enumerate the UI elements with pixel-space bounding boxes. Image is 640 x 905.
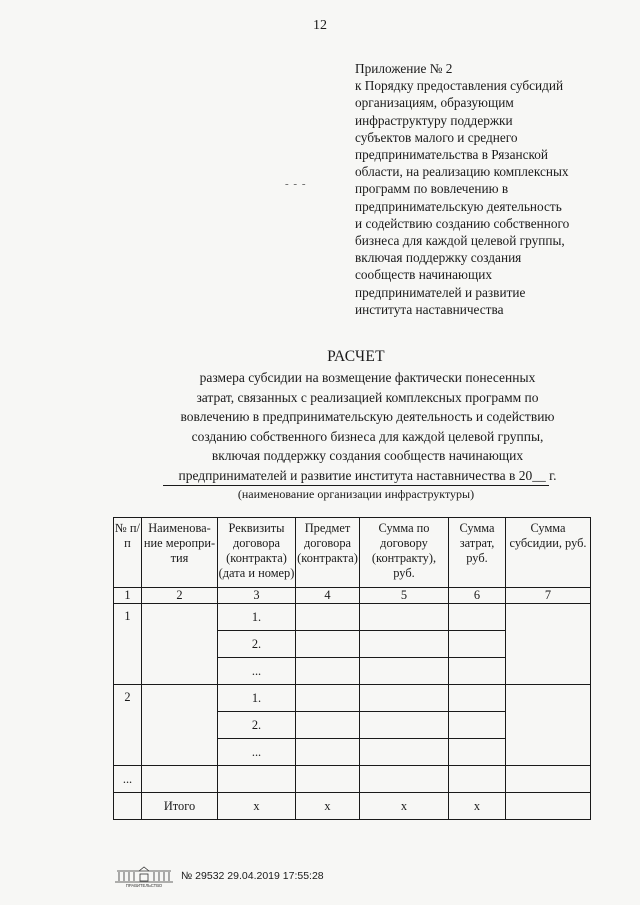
appendix-line: сообществ начинающих: [355, 267, 492, 283]
emblem-caption: ПРАВИТЕЛЬСТВО: [125, 883, 163, 888]
appendix-line: к Порядку предоставления субсидий: [355, 78, 564, 94]
document-subtitle: [105, 368, 630, 485]
total-cell: x: [296, 793, 360, 820]
calculation-table: [113, 517, 591, 820]
empty-cell: [449, 658, 506, 685]
empty-cell: [449, 739, 506, 766]
column-number-cell: 3: [218, 588, 296, 604]
empty-cell: [449, 766, 506, 793]
empty-cell: [142, 685, 218, 766]
empty-cell: [360, 604, 449, 631]
subtitle-line: созданию собственного бизнеса для каждой целевой группы,: [191, 428, 544, 444]
empty-cell: [296, 766, 360, 793]
sub-item-cell: 2.: [218, 631, 296, 658]
header-cell: Реквизиты договора (контракта) (дата и номер): [218, 518, 296, 588]
empty-cell: [449, 631, 506, 658]
empty-cell: [296, 739, 360, 766]
empty-cell: [296, 658, 360, 685]
header-cell: Сумма затрат, руб.: [449, 518, 506, 588]
empty-cell: [506, 685, 591, 766]
subtitle-line: предпринимателей и развитие института наставничества в 20__ г.: [178, 467, 557, 483]
appendix-line: и содействию созданию собственного: [355, 215, 570, 231]
sub-item-cell: ...: [218, 658, 296, 685]
column-number-cell: 6: [449, 588, 506, 604]
header-cell: Сумма субсидии, руб.: [506, 518, 591, 588]
column-number-cell: 1: [114, 588, 142, 604]
header-cell: Предмет договора (контракта): [296, 518, 360, 588]
subtitle-line: затрат, связанных с реализацией комплексных программ по: [196, 389, 539, 405]
table-header-row: [114, 518, 591, 588]
table-row: [114, 604, 591, 631]
appendix-line: субъектов малого и среднего: [355, 129, 518, 145]
empty-cell: [506, 766, 591, 793]
appendix-line: включая поддержку создания: [355, 250, 522, 266]
empty-cell: [296, 631, 360, 658]
appendix-line: области, на реализацию комплексных: [355, 164, 569, 180]
sub-item-cell: 1.: [218, 685, 296, 712]
appendix-line: предпринимательства в Рязанской: [355, 147, 549, 163]
appendix-line: инфраструктуру поддержки: [355, 112, 513, 128]
appendix-line: института наставничества: [355, 301, 504, 317]
table-row: [114, 685, 591, 712]
subtitle-line: вовлечению в предпринимательскую деятельность и содействию: [180, 409, 555, 424]
document-title: РАСЧЕТ: [327, 348, 385, 365]
page-number: 12: [313, 18, 327, 33]
empty-cell: [296, 712, 360, 739]
column-number-cell: 7: [506, 588, 591, 604]
subtitle-line: включая поддержку создания сообществ начинающих: [211, 448, 524, 463]
sub-item-cell: 2.: [218, 712, 296, 739]
registration-stamp: № 29532 29.04.2019 17:55:28: [181, 870, 324, 882]
government-emblem-icon: [113, 866, 175, 888]
column-number-cell: 5: [360, 588, 449, 604]
empty-cell: [360, 739, 449, 766]
empty-cell: [296, 604, 360, 631]
empty-cell: [506, 604, 591, 685]
column-number-cell: 4: [296, 588, 360, 604]
org-name-caption: (наименование организации инфраструктуры): [237, 487, 475, 501]
empty-cell: [142, 604, 218, 685]
stray-mark: - - -: [285, 178, 307, 190]
subtitle-line: размера субсидии на возмещение фактически понесенных: [199, 370, 536, 385]
empty-cell: [449, 604, 506, 631]
appendix-line: бизнеса для каждой целевой группы,: [355, 233, 565, 249]
total-cell: x: [449, 793, 506, 820]
appendix-block: [355, 60, 625, 318]
column-number-cell: 2: [142, 588, 218, 604]
total-cell: x: [218, 793, 296, 820]
table-row: [114, 766, 591, 793]
empty-cell: [506, 793, 591, 820]
total-label-cell: Итого: [142, 793, 218, 820]
total-row: [114, 793, 591, 820]
row-number-cell: 1: [114, 604, 142, 685]
empty-cell: [360, 766, 449, 793]
appendix-line: программ по вовлечению в: [355, 181, 509, 197]
sub-item-cell: ...: [218, 739, 296, 766]
empty-cell: [218, 766, 296, 793]
org-name-underline: [163, 485, 549, 486]
appendix-line: Приложение № 2: [355, 61, 453, 76]
empty-cell: [114, 793, 142, 820]
empty-cell: [449, 685, 506, 712]
total-cell: x: [360, 793, 449, 820]
header-cell: Сумма по договору (контракту), руб.: [360, 518, 449, 588]
header-cell: Наименова-ние меропри-тия: [142, 518, 218, 588]
empty-cell: [360, 685, 449, 712]
empty-cell: [360, 658, 449, 685]
empty-cell: [360, 631, 449, 658]
sub-item-cell: 1.: [218, 604, 296, 631]
empty-cell: [142, 766, 218, 793]
empty-cell: [360, 712, 449, 739]
empty-cell: [296, 685, 360, 712]
appendix-line: предпринимателей и развитие: [355, 284, 526, 300]
empty-cell: [449, 712, 506, 739]
ellipsis-cell: ...: [114, 766, 142, 793]
column-number-row: [114, 588, 591, 604]
appendix-line: организациям, образующим: [355, 95, 514, 111]
row-number-cell: 2: [114, 685, 142, 766]
header-cell: № п/п: [114, 518, 142, 588]
appendix-line: предпринимательскую деятельность: [355, 198, 562, 214]
